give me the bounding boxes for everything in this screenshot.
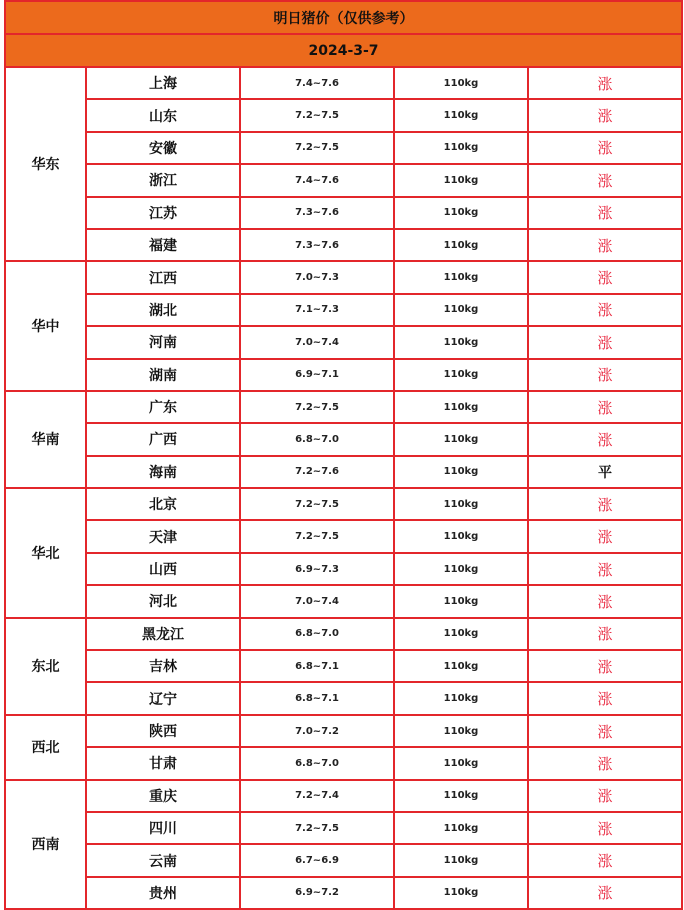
price-cell: 6.9~7.2 — [240, 877, 394, 909]
trend-cell: 涨 — [528, 326, 682, 358]
weight-cell: 110kg — [394, 780, 528, 812]
trend-cell: 涨 — [528, 682, 682, 714]
weight-cell: 110kg — [394, 488, 528, 520]
trend-cell: 涨 — [528, 423, 682, 455]
province-cell: 天津 — [86, 520, 240, 552]
table-row — [5, 294, 682, 326]
weight-cell: 110kg — [394, 261, 528, 293]
province-cell: 甘肃 — [86, 747, 240, 779]
table-row — [5, 650, 682, 682]
trend-cell: 平 — [528, 456, 682, 488]
table-row — [5, 67, 682, 99]
table-row — [5, 585, 682, 617]
province-cell: 北京 — [86, 488, 240, 520]
table-row — [5, 391, 682, 423]
province-cell: 山东 — [86, 99, 240, 131]
price-cell: 6.9~7.1 — [240, 359, 394, 391]
trend-cell: 涨 — [528, 229, 682, 261]
price-cell: 6.7~6.9 — [240, 844, 394, 876]
trend-cell: 涨 — [528, 715, 682, 747]
province-cell: 安徽 — [86, 132, 240, 164]
price-cell: 6.8~7.1 — [240, 650, 394, 682]
price-cell: 6.9~7.3 — [240, 553, 394, 585]
table-row — [5, 423, 682, 455]
weight-cell: 110kg — [394, 553, 528, 585]
region-cell: 华南 — [5, 391, 86, 488]
weight-cell: 110kg — [394, 99, 528, 131]
province-cell: 四川 — [86, 812, 240, 844]
weight-cell: 110kg — [394, 877, 528, 909]
table-row — [5, 780, 682, 812]
pig-price-table — [4, 0, 683, 910]
province-cell: 上海 — [86, 67, 240, 99]
trend-cell: 涨 — [528, 650, 682, 682]
table-row — [5, 99, 682, 131]
weight-cell: 110kg — [394, 423, 528, 455]
table-row — [5, 164, 682, 196]
region-cell: 东北 — [5, 618, 86, 715]
price-cell: 7.0~7.3 — [240, 261, 394, 293]
trend-cell: 涨 — [528, 747, 682, 779]
table-date: 2024-3-7 — [5, 34, 682, 67]
table-title: 明日猪价（仅供参考） — [5, 1, 682, 34]
table-row — [5, 359, 682, 391]
weight-cell: 110kg — [394, 618, 528, 650]
price-cell: 7.2~7.5 — [240, 391, 394, 423]
table-row — [5, 456, 682, 488]
weight-cell: 110kg — [394, 585, 528, 617]
table-row — [5, 261, 682, 293]
price-cell: 7.2~7.5 — [240, 520, 394, 552]
province-cell: 湖南 — [86, 359, 240, 391]
table-row — [5, 553, 682, 585]
trend-cell: 涨 — [528, 585, 682, 617]
province-cell: 辽宁 — [86, 682, 240, 714]
weight-cell: 110kg — [394, 164, 528, 196]
weight-cell: 110kg — [394, 520, 528, 552]
trend-cell: 涨 — [528, 844, 682, 876]
price-cell: 7.2~7.6 — [240, 456, 394, 488]
trend-cell: 涨 — [528, 132, 682, 164]
trend-cell: 涨 — [528, 99, 682, 131]
price-cell: 7.4~7.6 — [240, 67, 394, 99]
weight-cell: 110kg — [394, 650, 528, 682]
province-cell: 黑龙江 — [86, 618, 240, 650]
price-cell: 6.8~7.1 — [240, 682, 394, 714]
table-row — [5, 747, 682, 779]
trend-cell: 涨 — [528, 359, 682, 391]
weight-cell: 110kg — [394, 456, 528, 488]
trend-cell: 涨 — [528, 391, 682, 423]
province-cell: 海南 — [86, 456, 240, 488]
price-cell: 6.8~7.0 — [240, 747, 394, 779]
table-row — [5, 618, 682, 650]
province-cell: 陕西 — [86, 715, 240, 747]
table-row — [5, 812, 682, 844]
trend-cell: 涨 — [528, 812, 682, 844]
region-cell: 华北 — [5, 488, 86, 618]
province-cell: 福建 — [86, 229, 240, 261]
region-cell: 华东 — [5, 67, 86, 261]
trend-cell: 涨 — [528, 261, 682, 293]
weight-cell: 110kg — [394, 132, 528, 164]
trend-cell: 涨 — [528, 294, 682, 326]
price-cell: 7.2~7.5 — [240, 132, 394, 164]
province-cell: 山西 — [86, 553, 240, 585]
province-cell: 河北 — [86, 585, 240, 617]
table-row — [5, 520, 682, 552]
weight-cell: 110kg — [394, 682, 528, 714]
trend-cell: 涨 — [528, 877, 682, 909]
weight-cell: 110kg — [394, 294, 528, 326]
title-row — [5, 1, 682, 34]
weight-cell: 110kg — [394, 812, 528, 844]
region-cell: 西南 — [5, 780, 86, 910]
price-cell: 7.0~7.4 — [240, 326, 394, 358]
price-cell: 7.2~7.5 — [240, 99, 394, 131]
province-cell: 吉林 — [86, 650, 240, 682]
table-row — [5, 715, 682, 747]
price-cell: 7.3~7.6 — [240, 197, 394, 229]
province-cell: 河南 — [86, 326, 240, 358]
price-cell: 7.2~7.4 — [240, 780, 394, 812]
weight-cell: 110kg — [394, 197, 528, 229]
weight-cell: 110kg — [394, 844, 528, 876]
province-cell: 重庆 — [86, 780, 240, 812]
table-row — [5, 682, 682, 714]
table-row — [5, 844, 682, 876]
price-cell: 7.0~7.4 — [240, 585, 394, 617]
trend-cell: 涨 — [528, 553, 682, 585]
table-row — [5, 132, 682, 164]
trend-cell: 涨 — [528, 520, 682, 552]
table-row — [5, 877, 682, 909]
province-cell: 浙江 — [86, 164, 240, 196]
region-cell: 西北 — [5, 715, 86, 780]
weight-cell: 110kg — [394, 326, 528, 358]
price-cell: 7.0~7.2 — [240, 715, 394, 747]
date-row — [5, 34, 682, 67]
province-cell: 广东 — [86, 391, 240, 423]
trend-cell: 涨 — [528, 618, 682, 650]
price-cell: 6.8~7.0 — [240, 423, 394, 455]
province-cell: 贵州 — [86, 877, 240, 909]
province-cell: 广西 — [86, 423, 240, 455]
province-cell: 江苏 — [86, 197, 240, 229]
price-cell: 7.2~7.5 — [240, 812, 394, 844]
price-cell: 7.2~7.5 — [240, 488, 394, 520]
weight-cell: 110kg — [394, 67, 528, 99]
table-row — [5, 488, 682, 520]
weight-cell: 110kg — [394, 391, 528, 423]
table-row — [5, 229, 682, 261]
price-cell: 7.3~7.6 — [240, 229, 394, 261]
trend-cell: 涨 — [528, 164, 682, 196]
price-cell: 7.1~7.3 — [240, 294, 394, 326]
table-row — [5, 197, 682, 229]
province-cell: 江西 — [86, 261, 240, 293]
table-row — [5, 326, 682, 358]
weight-cell: 110kg — [394, 359, 528, 391]
weight-cell: 110kg — [394, 747, 528, 779]
province-cell: 云南 — [86, 844, 240, 876]
weight-cell: 110kg — [394, 715, 528, 747]
trend-cell: 涨 — [528, 488, 682, 520]
trend-cell: 涨 — [528, 67, 682, 99]
trend-cell: 涨 — [528, 780, 682, 812]
price-cell: 7.4~7.6 — [240, 164, 394, 196]
weight-cell: 110kg — [394, 229, 528, 261]
trend-cell: 涨 — [528, 197, 682, 229]
price-cell: 6.8~7.0 — [240, 618, 394, 650]
region-cell: 华中 — [5, 261, 86, 391]
province-cell: 湖北 — [86, 294, 240, 326]
